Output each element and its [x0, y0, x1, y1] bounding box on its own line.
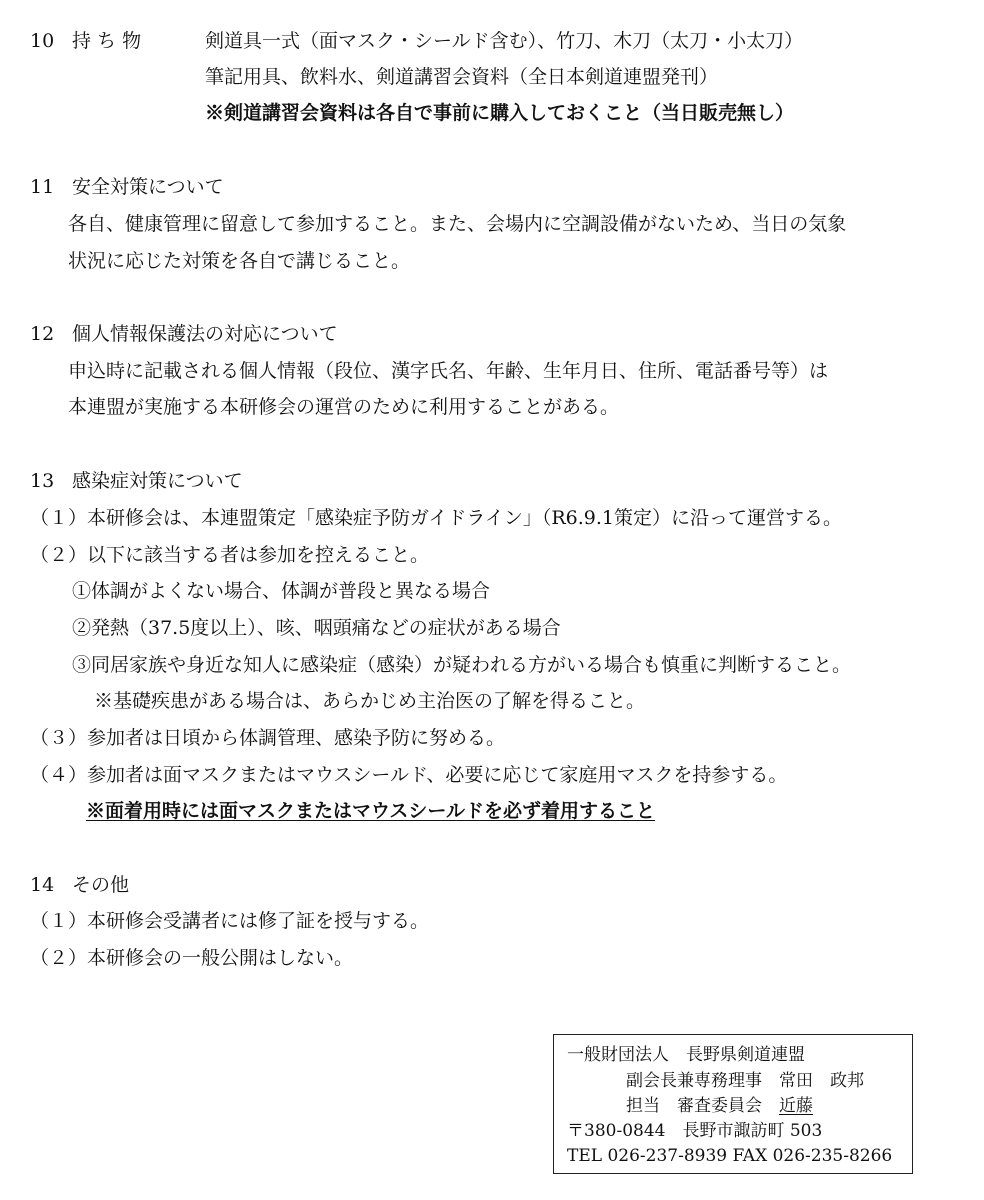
section-13-condition-3-note: ※基礎疾患がある場合は、あらかじめ主治医の了解を得ること。 — [94, 690, 646, 712]
section-11-line-2: 状況に応じた対策を各自で講じること。 — [68, 250, 411, 272]
section-13-item-3: （３）参加者は日頃から体調管理、感染予防に努める。 — [30, 727, 506, 749]
section-10-note: ※剣道講習会資料は各自で事前に購入しておくこと（当日販売無し） — [205, 102, 795, 124]
section-13-number: 13 — [30, 470, 55, 492]
section-13-heading: 感染症対策について — [72, 470, 243, 492]
section-12-heading: 個人情報保護法の対応について — [72, 323, 338, 345]
contact-tanto — [626, 1098, 813, 1115]
section-14-heading: その他 — [72, 874, 130, 896]
section-11-line-1: 各自、健康管理に留意して参加すること。また、会場内に空調設備がないため、当日の気象 — [68, 213, 847, 235]
contact-address: 〒380-0844 長野市諏訪町 503 — [567, 1121, 823, 1141]
section-13-item-1: （１）本研修会は、本連盟策定「感染症予防ガイドライン」（R6.9.1策定）に沿って運営する。 — [30, 507, 843, 529]
section-13-condition-2: ②発熱（37.5度以上）、咳、咽頭痛などの症状がある場合 — [72, 617, 561, 639]
section-13-item-2: （２）以下に該当する者は参加を控えること。 — [30, 544, 430, 566]
contact-title-name: 副会長兼専務理事 常田 政邦 — [626, 1071, 864, 1091]
section-14-item-1: （１）本研修会受講者には修了証を授与する。 — [30, 910, 430, 932]
section-10-number: 10 — [30, 30, 55, 52]
contact-tanto-name: 近藤 — [779, 1096, 813, 1116]
section-11-number: 11 — [30, 176, 55, 198]
section-12-line-1: 申込時に記載される個人情報（段位、漢字氏名、年齢、生年月日、住所、電話番号等）は — [68, 360, 829, 382]
section-10-line-1: 剣道具一式（面マスク・シールド含む）、竹刀、木刀（太刀・小太刀） — [205, 30, 804, 52]
section-13-condition-3: ③同居家族や身近な知人に感染症（感染）が疑われる方がいる場合も慎重に判断すること。 — [72, 654, 852, 676]
section-14-number: 14 — [30, 874, 55, 896]
section-14-item-2: （２）本研修会の一般公開はしない。 — [30, 947, 354, 969]
section-10-line-2: 筆記用具、飲料水、剣道講習会資料（全日本剣道連盟発刊） — [205, 66, 719, 88]
section-11-heading: 安全対策について — [72, 176, 224, 198]
section-12-line-2: 本連盟が実施する本研修会の運営のために利用することがある。 — [68, 396, 620, 418]
section-13-item-4-note: ※面着用時には面マスクまたはマウスシールドを必ず着用すること — [86, 800, 656, 822]
contact-tanto-label: 担当 審査委員会 — [626, 1096, 762, 1116]
contact-organization: 一般財団法人 長野県剣道連盟 — [567, 1045, 805, 1065]
section-13-item-4: （４）参加者は面マスクまたはマウスシールド、必要に応じて家庭用マスクを持参する。 — [30, 764, 788, 786]
section-13-condition-1: ①体調がよくない場合、体調が普段と異なる場合 — [72, 580, 491, 602]
contact-box — [553, 1034, 913, 1174]
contact-tel-fax: TEL 026-237-8939 FAX 026-235-8266 — [567, 1146, 893, 1166]
section-10-heading: 持 ち 物 — [72, 30, 142, 52]
section-12-number: 12 — [30, 323, 55, 345]
